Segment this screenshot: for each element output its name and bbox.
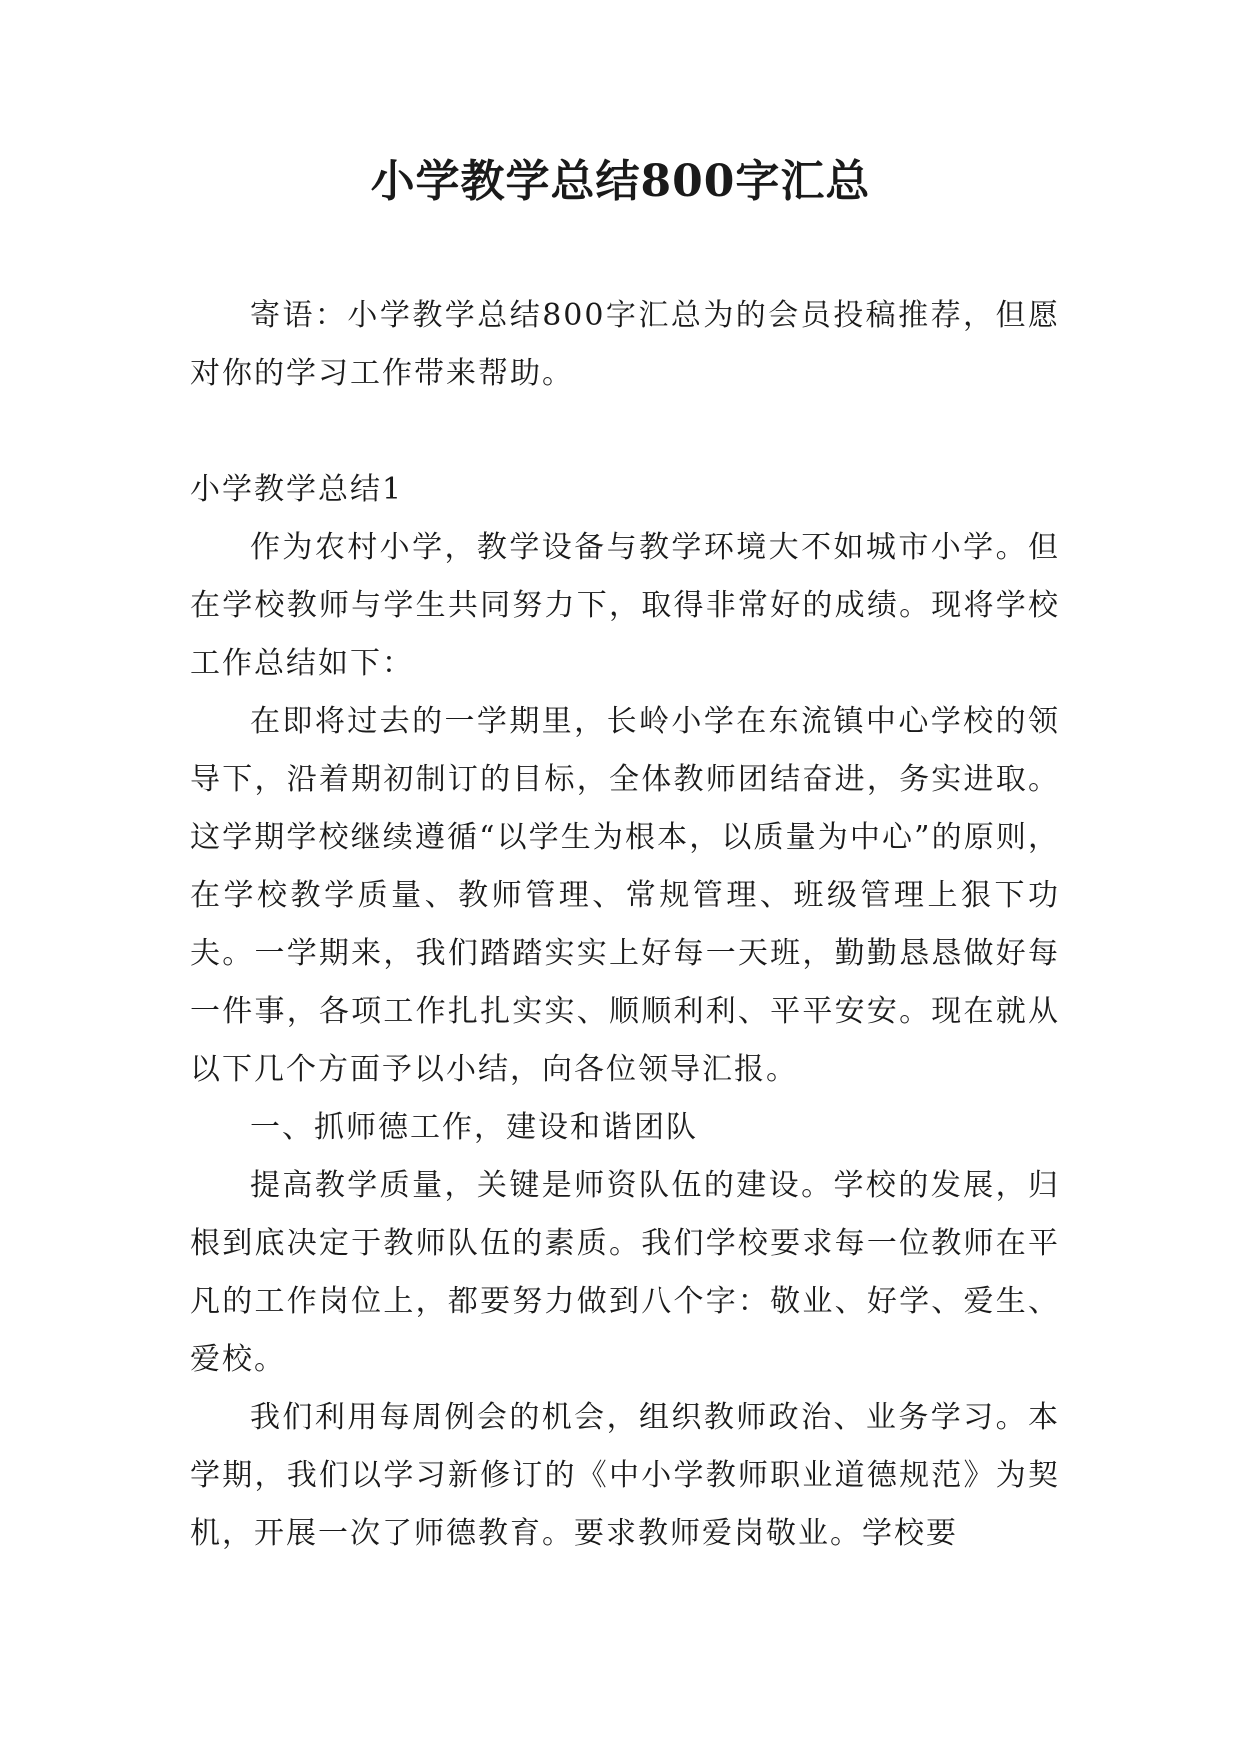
body-paragraph: 我们利用每周例会的机会，组织教师政治、业务学习。本学期，我们以学习新修订的《中小学教师职业道德规范》为契机，开展一次了师德教育。要求教师爱岗敬业。学校要 [190,1400,1060,1551]
paragraph-spacer [190,403,1060,461]
section-heading: 小学教学总结1 [190,472,404,507]
body-paragraph: 在即将过去的一学期里，长岭小学在东流镇中心学校的领导下，沿着期初制订的目标，全体教师团结奋进，务实进取。这学期学校继续遵循“以学生为根本，以质量为中心”的原则，在学校教学质量、教师管理、常规管理、班级管理上狠下功夫。一学期来，我们踏踏实实上好每一天班，勤勤恳恳做好每一件事，各项工作扎扎实实、顺顺利利、平平安安。现在就从以下几个方面予以小结，向各位领导汇报。 [190,704,1060,1087]
document-title: 小学教学总结800字汇总 [370,156,871,207]
intro-paragraph: 寄语：小学教学总结800字汇总为的会员投稿推荐，但愿对你的学习工作带来帮助。 [190,298,1060,391]
body-paragraph: 提高教学质量，关键是师资队伍的建设。学校的发展，归根到底决定于教师队伍的素质。我们学校要求每一位教师在平凡的工作岗位上，都要努力做到八个字：敬业、好学、爱生、爱校。 [190,1168,1060,1377]
subsection-heading: 一、抓师德工作，建设和谐团队 [250,1110,698,1145]
document-body [190,287,1060,1563]
body-paragraph: 作为农村小学，教学设备与教学环境大不如城市小学。但在学校教师与学生共同努力下，取得非常好的成绩。现将学校工作总结如下： [190,530,1060,681]
